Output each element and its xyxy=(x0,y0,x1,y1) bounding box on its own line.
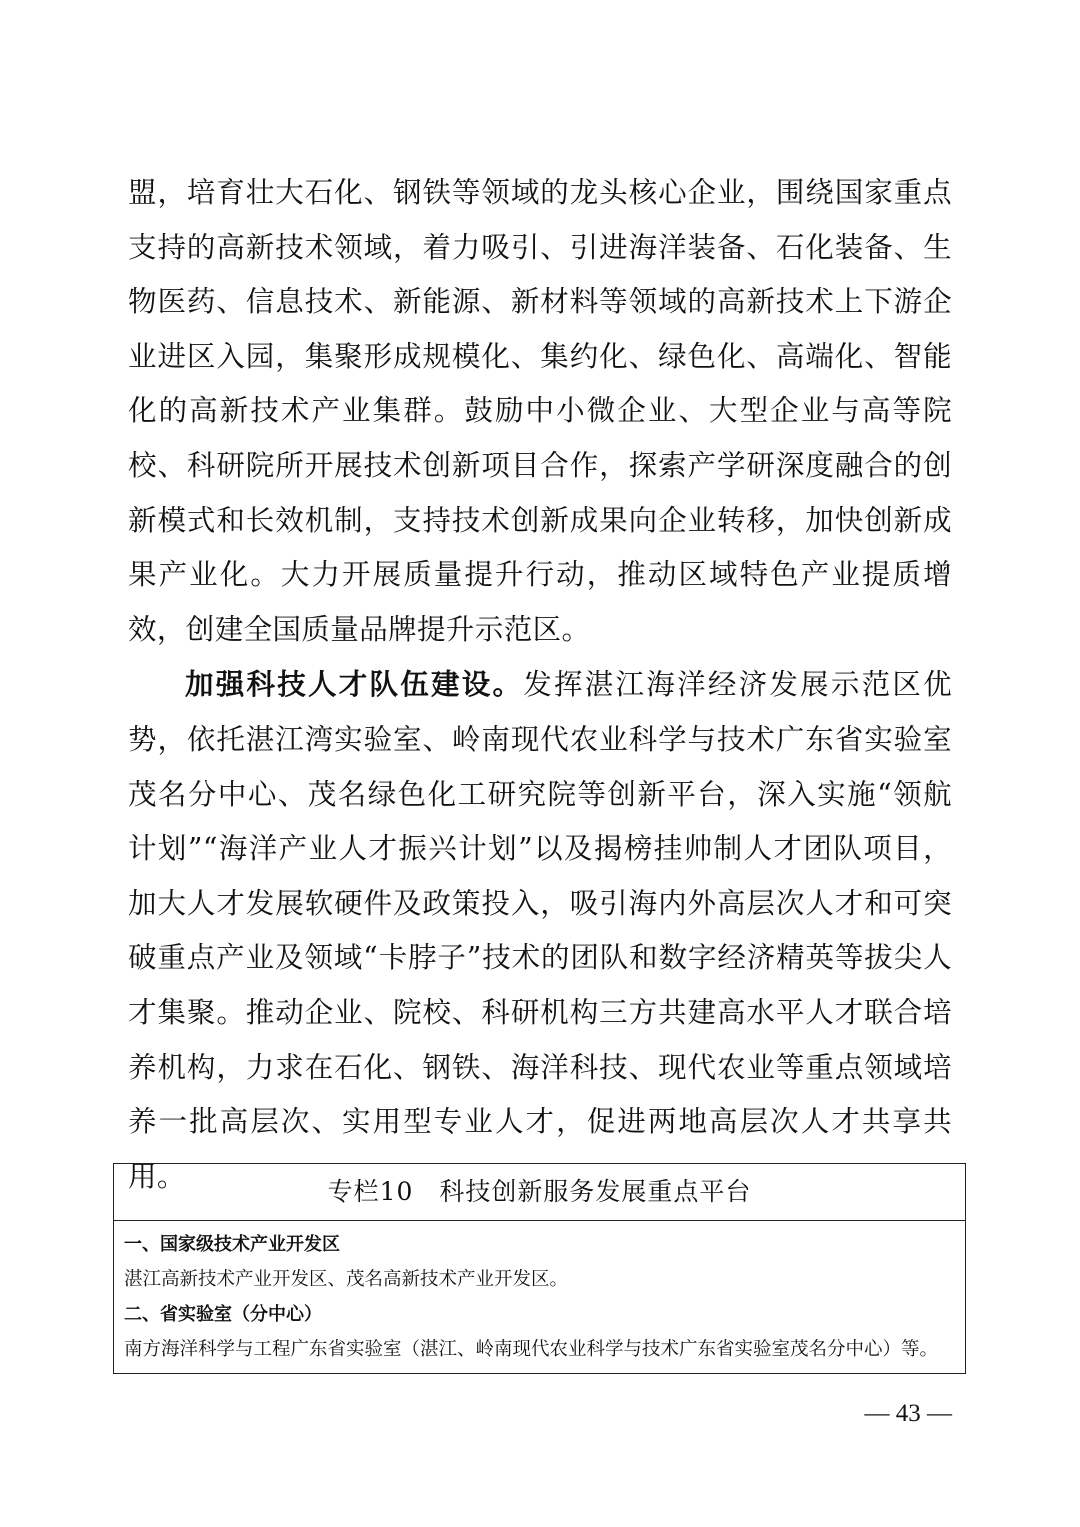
section-heading-2: 二、省实验室（分中心） xyxy=(124,1304,322,1325)
column-box-title: 专栏10 科技创新服务发展重点平台 xyxy=(114,1164,965,1221)
section-text-1: 湛江高新技术产业开发区、茂名高新技术产业开发区。 xyxy=(124,1269,569,1290)
paragraph-2-body: 发挥湛江海洋经济发展示范区优势，依托湛江湾实验室、岭南现代农业科学与技术广东省实验室茂名分中心、茂名绿色化工研究院等创新平台，深入实施“领航计划”“海洋产业人才振兴计划”以及揭榜挂帅制人才团队项目，加大人才发展软硬件及政策投入，吸引海内外高层次人才和可突破重点产业及领域“卡脖子”技术的团队和数字经济精英等拔尖人才集聚。推动企业、院校、科研机构三方共建高水平人才联合培养机构，力求在石化、钢铁、海洋科技、现代农业等重点领域培养一批高层次、实用型专业人才，促进两地高层次人才共享共用。 xyxy=(128,668,952,1193)
paragraph-2-lead: 加强科技人才队伍建设。 xyxy=(185,667,524,702)
column-box xyxy=(113,1163,966,1374)
page-number: — 43 — xyxy=(864,1400,952,1427)
section-text-2: 南方海洋科学与工程广东省实验室（湛江、岭南现代农业科学与技术广东省实验室茂名分中心）等。 xyxy=(124,1339,939,1360)
paragraph-1: 盟，培育壮大石化、钢铁等领域的龙头核心企业，围绕国家重点支持的高新技术领域，着力吸引、引进海洋装备、石化装备、生物医药、信息技术、新能源、新材料等领域的高新技术上下游企业进区入园，集聚形成规模化、集约化、绿色化、高端化、智能化的高新技术产业集群。鼓励中小微企业、大型企业与高等院校、科研院所开展技术创新项目合作，探索产学研深度融合的创新模式和长效机制，支持技术创新成果向企业转移，加快创新成果产业化。大力开展质量提升行动，推动区域特色产业提质增效，创建全国质量品牌提升示范区。 xyxy=(128,176,952,646)
column-box-body xyxy=(114,1221,965,1373)
section-heading-1: 一、国家级技术产业开发区 xyxy=(124,1234,340,1255)
paragraph-2 xyxy=(128,657,952,1204)
body-text xyxy=(128,166,952,1204)
